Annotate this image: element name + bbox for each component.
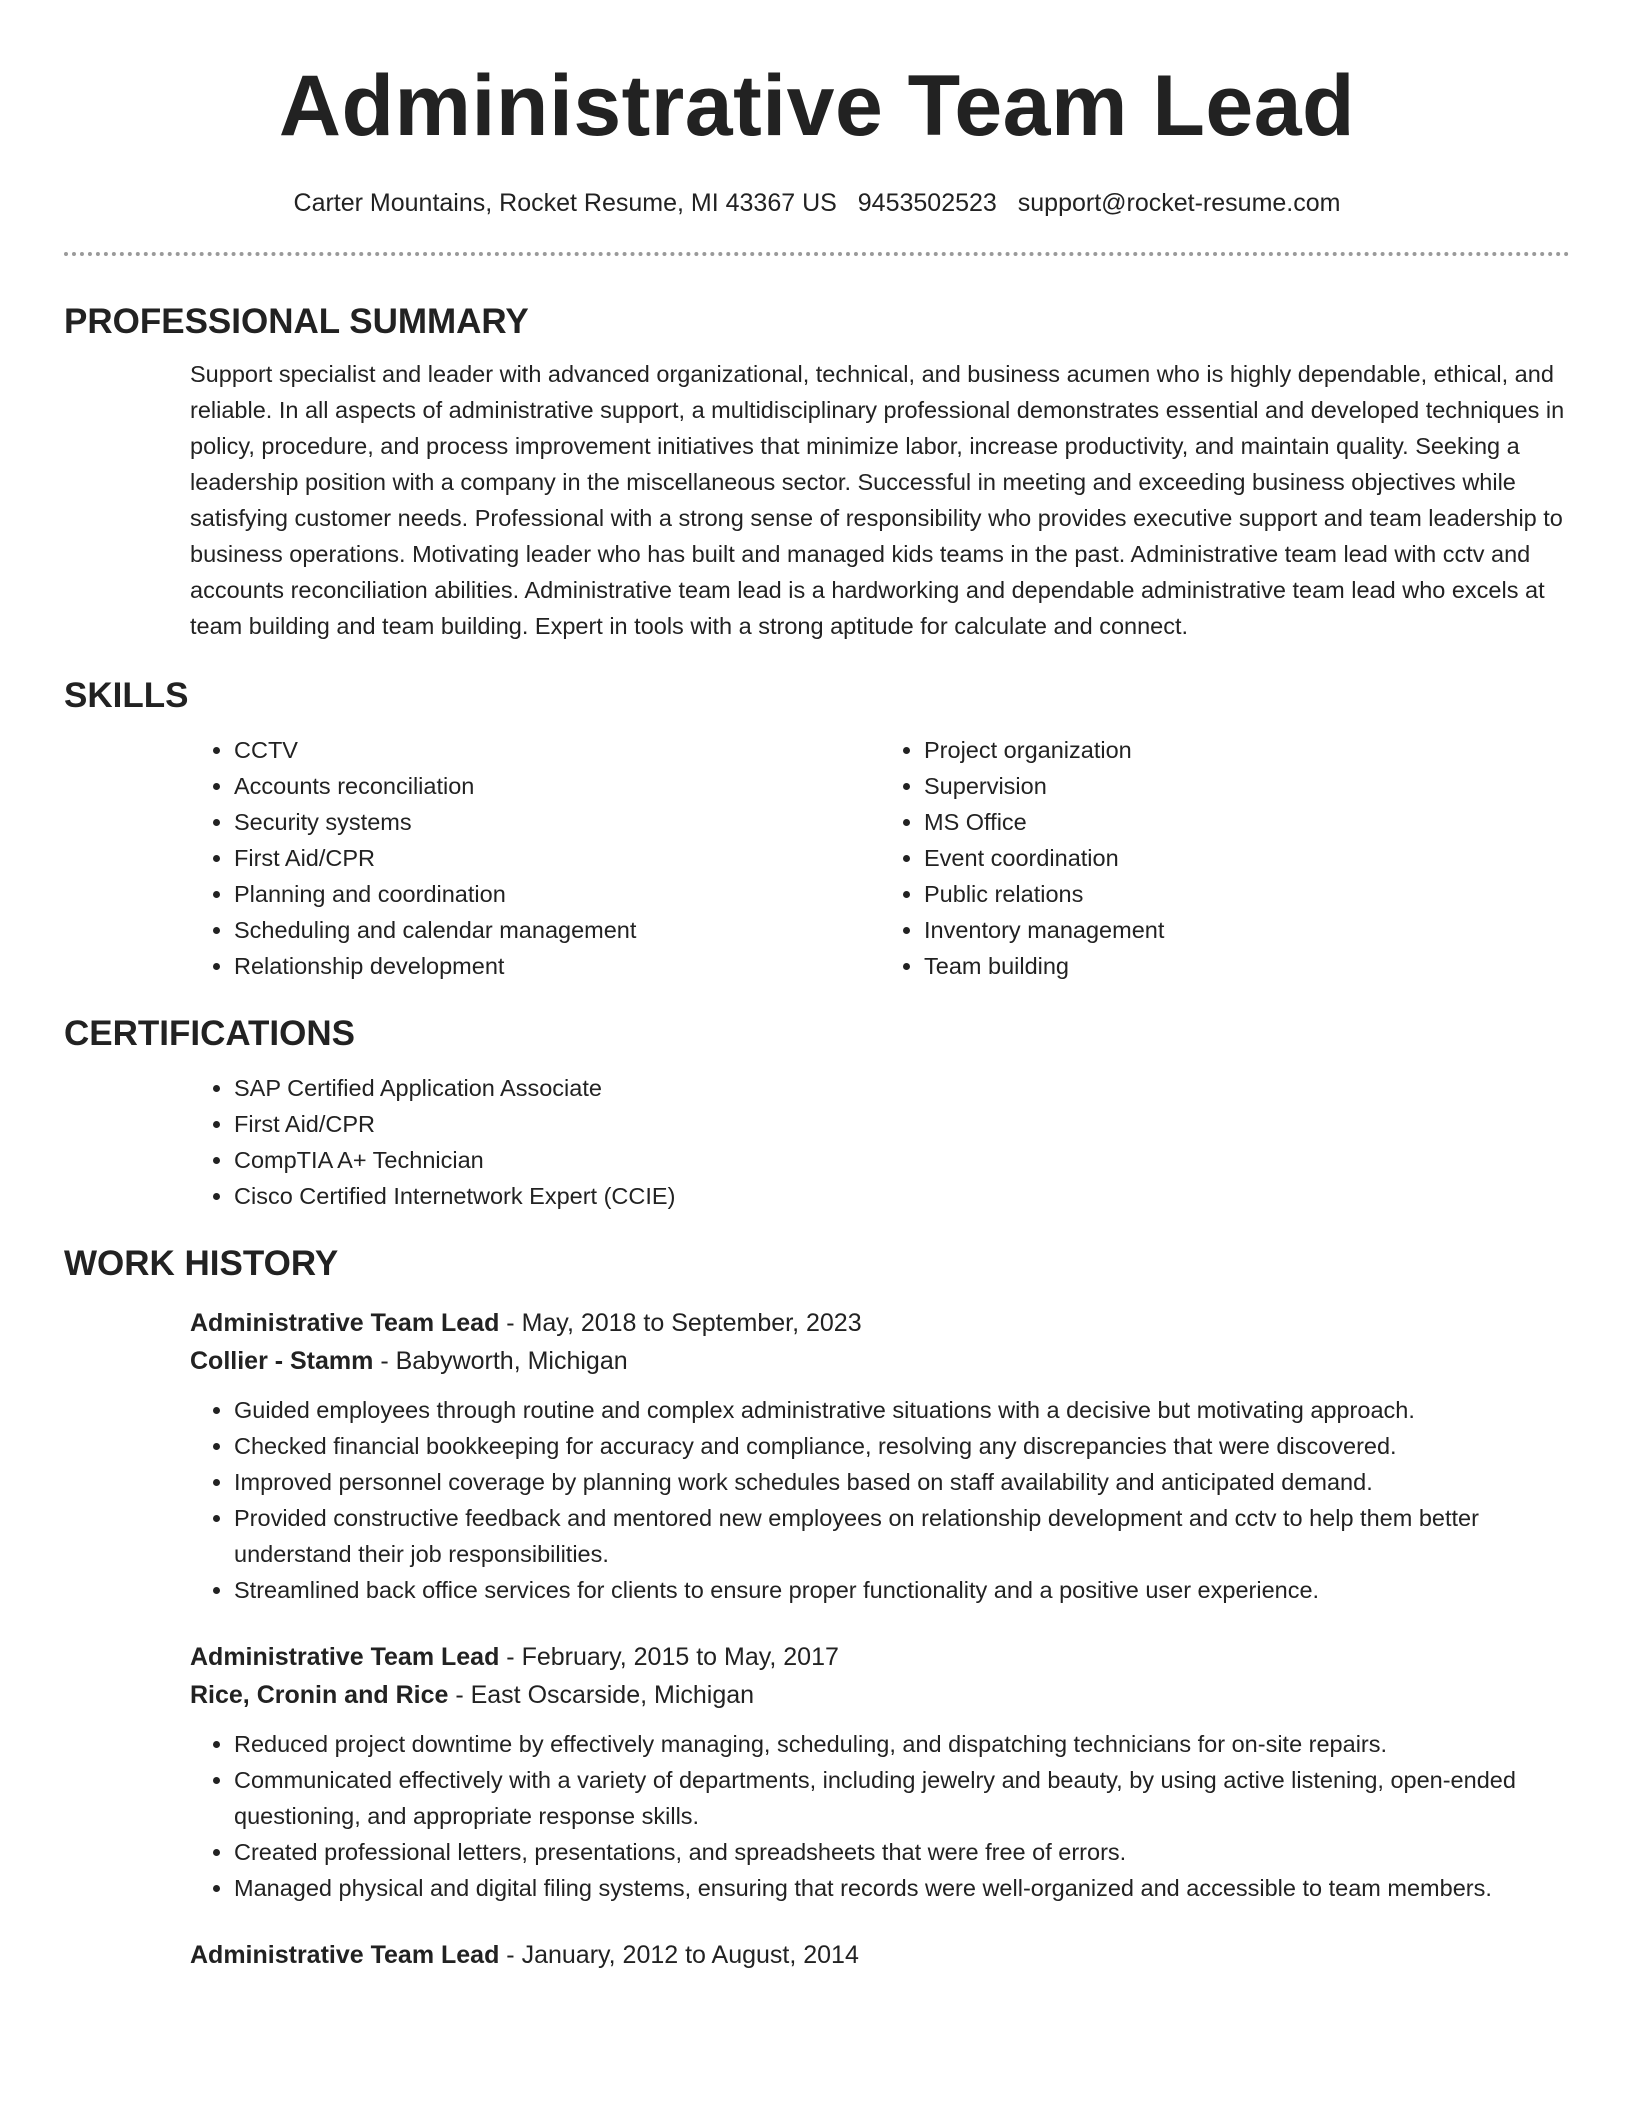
skills-list-right bbox=[880, 732, 1570, 984]
section-title-certifications: CERTIFICATIONS bbox=[64, 1014, 356, 1053]
job-dates: - January, 2012 to August, 2014 bbox=[499, 1941, 859, 1969]
skills-section bbox=[64, 674, 1570, 984]
job-company: Collier - Stamm bbox=[190, 1347, 374, 1375]
job-location: - Babyworth, Michigan bbox=[373, 1347, 628, 1375]
job-bullet: • Managed physical and digital filing systems, ensuring that records were well-organized and accessible to team members. bbox=[234, 1870, 1570, 1906]
summary-text: Support specialist and leader with advanced organizational, technical, and business acumen who is highly dependable, ethical, and reliable. In all aspects of administrative support, a multidisciplinary professional demonstrates essential and developed techniques in policy, procedure, and process improvement initiatives that minimize labor, increase productivity, and maintain quality. Seeking a leadership position with a company in the miscellaneous sector. Successful in meeting and exceeding business objectives while satisfying customer needs. Professional with a strong sense of responsibility who provides executive support and team leadership to business operations. Motivating leader who has built and managed kids teams in the past. Administrative team lead with cctv and accounts reconciliation abilities. Administrative team lead is a hardworking and dependable administrative team lead who excels at team building and team building. Expert in tools with a strong aptitude for calculate and connect. bbox=[190, 361, 1565, 639]
job-bullets bbox=[190, 1392, 1570, 1608]
work-history-section bbox=[64, 1242, 1570, 1974]
job-bullet: • Streamlined back office services for clients to ensure proper functionality and a positive user experience. bbox=[234, 1572, 1570, 1608]
certifications-list bbox=[190, 1070, 1570, 1214]
certification-item: • CompTIA A+ Technician bbox=[234, 1142, 1570, 1178]
certification-item: • Cisco Certified Internetwork Expert (CCIE) bbox=[234, 1178, 1570, 1214]
certification-item: • SAP Certified Application Associate bbox=[234, 1070, 1570, 1106]
job-title-line bbox=[190, 1304, 1570, 1342]
job-bullet: • Provided constructive feedback and mentored new employees on relationship development and cctv to help them better understand their job responsibilities. bbox=[234, 1500, 1570, 1572]
job-company: Rice, Cronin and Rice bbox=[190, 1681, 449, 1709]
job-location: - East Oscarside, Michigan bbox=[448, 1681, 755, 1709]
skill-item: • MS Office bbox=[924, 804, 1570, 840]
skill-item: • Supervision bbox=[924, 768, 1570, 804]
job-company-line bbox=[190, 1676, 1570, 1714]
job-role: Administrative Team Lead bbox=[190, 1643, 500, 1671]
skill-item: • Relationship development bbox=[234, 948, 880, 984]
job-title-line bbox=[190, 1638, 1570, 1676]
job-company-line bbox=[190, 1342, 1570, 1380]
skill-item: • Scheduling and calendar management bbox=[234, 912, 880, 948]
section-title-work-history: WORK HISTORY bbox=[64, 1244, 339, 1283]
job-bullet: • Improved personnel coverage by planning work schedules based on staff availability and anticipated demand. bbox=[234, 1464, 1570, 1500]
job-role: Administrative Team Lead bbox=[190, 1309, 500, 1337]
skill-item: • CCTV bbox=[234, 732, 880, 768]
skill-item: • Security systems bbox=[234, 804, 880, 840]
header-divider bbox=[64, 252, 1570, 256]
job-bullet: • Communicated effectively with a variety of departments, including jewelry and beauty, by using active listening, open-ended questioning, and appropriate response skills. bbox=[234, 1762, 1570, 1834]
skill-item: • Accounts reconciliation bbox=[234, 768, 880, 804]
job-bullet: • Guided employees through routine and complex administrative situations with a decisive but motivating approach. bbox=[234, 1392, 1570, 1428]
job-dates: - May, 2018 to September, 2023 bbox=[499, 1309, 862, 1337]
job-bullet: • Created professional letters, presentations, and spreadsheets that were free of errors. bbox=[234, 1834, 1570, 1870]
candidate-name: Administrative Team Lead bbox=[278, 58, 1356, 154]
job-bullet: • Reduced project downtime by effectively managing, scheduling, and dispatching technicians for on-site repairs. bbox=[234, 1726, 1570, 1762]
skill-item: • Team building bbox=[924, 948, 1570, 984]
skills-list-left bbox=[190, 732, 880, 984]
summary-section bbox=[64, 300, 1570, 644]
job-dates: - February, 2015 to May, 2017 bbox=[499, 1643, 839, 1671]
section-title-skills: SKILLS bbox=[64, 676, 189, 715]
job-bullet: • Checked financial bookkeeping for accuracy and compliance, resolving any discrepancies that were discovered. bbox=[234, 1428, 1570, 1464]
job-entry bbox=[190, 1638, 1570, 1906]
skill-item: • Event coordination bbox=[924, 840, 1570, 876]
contact-phone: 9453502523 bbox=[857, 189, 997, 217]
skills-grid bbox=[190, 732, 1570, 984]
certifications-section bbox=[64, 1012, 1570, 1214]
skill-item: • Planning and coordination bbox=[234, 876, 880, 912]
job-role: Administrative Team Lead bbox=[190, 1941, 500, 1969]
job-entry bbox=[190, 1936, 1570, 1974]
section-title-summary: PROFESSIONAL SUMMARY bbox=[64, 302, 529, 341]
certification-item: • First Aid/CPR bbox=[234, 1106, 1570, 1142]
certifications-list-wrap bbox=[190, 1070, 1570, 1214]
contact-line bbox=[64, 186, 1570, 220]
resume-page bbox=[64, 0, 1570, 1974]
job-bullets bbox=[190, 1726, 1570, 1906]
skill-item: • Project organization bbox=[924, 732, 1570, 768]
skill-item: • First Aid/CPR bbox=[234, 840, 880, 876]
contact-email[interactable]: support@rocket-resume.com bbox=[1017, 189, 1341, 217]
job-entry bbox=[190, 1304, 1570, 1608]
contact-address: Carter Mountains, Rocket Resume, MI 43367 US bbox=[293, 189, 837, 217]
skill-item: • Public relations bbox=[924, 876, 1570, 912]
skill-item: • Inventory management bbox=[924, 912, 1570, 948]
job-title-line bbox=[190, 1936, 1570, 1974]
